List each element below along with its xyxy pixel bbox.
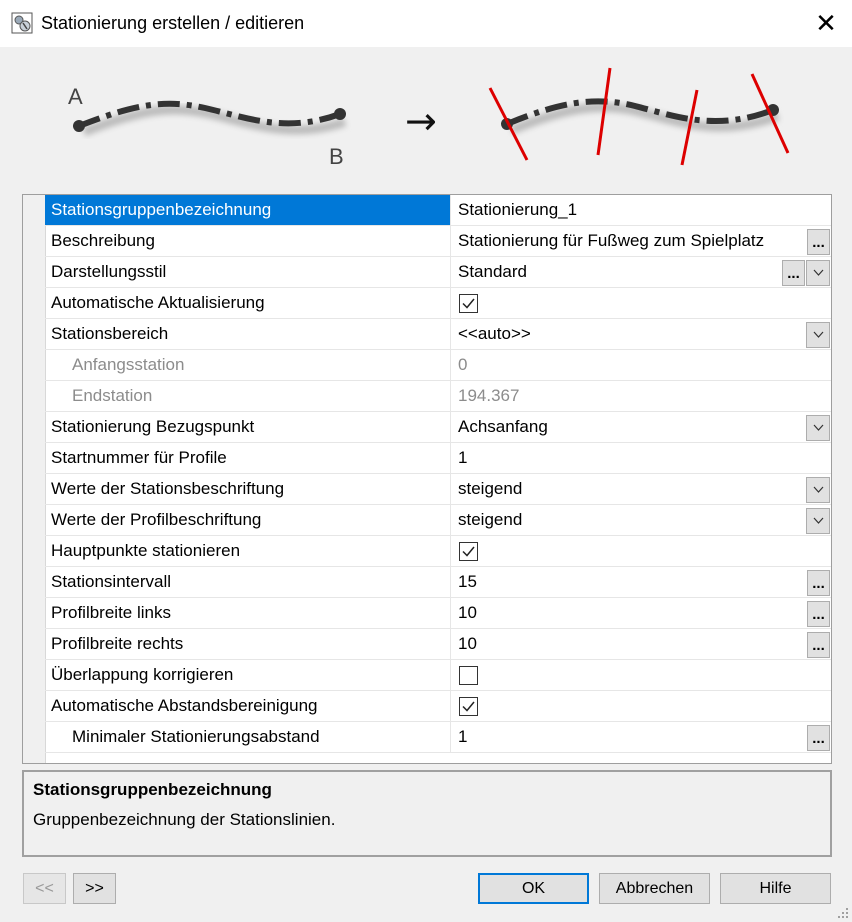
property-row-profilbreite-links[interactable] [45,598,831,629]
property-value[interactable] [451,288,831,318]
property-row-werte-der-stationsbeschriftung[interactable] [45,474,831,505]
property-name[interactable]: Profilbreite links [45,598,451,628]
chevron-down-icon [813,486,824,494]
checkbox-unchecked[interactable] [459,666,478,685]
property-name[interactable]: Werte der Profilbeschriftung [45,505,451,535]
property-row-werte-der-profilbeschriftung[interactable] [45,505,831,536]
checkmark-icon [461,296,476,311]
checkmark-icon [461,544,476,559]
point-b-label: B [329,144,344,169]
property-name[interactable]: Stationsintervall [45,567,451,597]
description-panel [22,770,832,857]
next-button[interactable]: >> [73,873,116,904]
property-row-minimaler-stationierungsabstand[interactable] [45,722,831,753]
property-row-hauptpunkte-stationieren[interactable] [45,536,831,567]
dropdown-button[interactable] [806,260,830,286]
property-value[interactable]: Achsanfang [458,417,548,436]
chevron-down-icon [813,517,824,525]
checkbox-checked[interactable] [459,542,478,561]
property-row-darstellungsstil[interactable] [45,257,831,288]
help-button[interactable]: Hilfe [720,873,831,904]
property-value[interactable]: 1 [458,448,468,467]
checkmark-icon [461,699,476,714]
property-value[interactable]: <<auto>> [458,324,531,343]
dropdown-button[interactable] [806,415,830,441]
property-grid [22,194,832,764]
property-name[interactable]: Profilbreite rechts [45,629,451,659]
property-row-stationsintervall[interactable] [45,567,831,598]
property-row-profilbreite-rechts[interactable] [45,629,831,660]
ellipsis-button[interactable]: ... [807,725,830,751]
property-row-stationsbereich[interactable] [45,319,831,350]
app-icon [11,12,33,34]
property-name[interactable]: Werte der Stationsbeschriftung [45,474,451,504]
property-value[interactable]: 10 [458,634,477,653]
grid-margin [23,195,46,763]
property-row-automatische-abstandsbereinigung[interactable] [45,691,831,722]
property-name[interactable]: Darstellungsstil [45,257,451,287]
property-value[interactable] [451,536,831,566]
close-button[interactable] [800,0,852,47]
ellipsis-button[interactable]: ... [807,632,830,658]
description-text: Gruppenbezeichnung der Stationslinien. [33,810,336,829]
property-row-endstation [45,381,831,412]
arrow-icon: → [405,99,437,143]
property-value[interactable]: steigend [458,479,523,498]
dropdown-button[interactable] [806,322,830,348]
property-name[interactable]: Überlappung korrigieren [45,660,451,690]
property-row-beschreibung[interactable] [45,226,831,257]
property-name[interactable]: Stationsgruppenbezeichnung [45,195,451,225]
resize-grip-icon[interactable] [836,906,850,920]
property-name[interactable]: Stationsbereich [45,319,451,349]
property-name[interactable]: Automatische Aktualisierung [45,288,451,318]
chevron-down-icon [813,424,824,432]
property-name: Anfangsstation [45,350,451,380]
chevron-down-icon [813,269,824,277]
title-bar [0,0,852,47]
property-row-startnummer-fuer-profile[interactable] [45,443,831,474]
ok-button[interactable]: OK [478,873,589,904]
property-name[interactable]: Startnummer für Profile [45,443,451,473]
chevron-down-icon [813,331,824,339]
previous-button[interactable]: << [23,873,66,904]
checkbox-checked[interactable] [459,697,478,716]
property-name: Endstation [45,381,451,411]
close-icon: ✕ [815,8,837,38]
stationing-illustration [0,47,852,195]
property-row-anfangsstation [45,350,831,381]
checkbox-checked[interactable] [459,294,478,313]
property-row-ueberlappung-korrigieren[interactable] [45,660,831,691]
ellipsis-button[interactable]: ... [807,570,830,596]
property-row-automatische-aktualisierung[interactable] [45,288,831,319]
property-value[interactable]: Stationierung_1 [458,200,578,219]
property-value[interactable]: Stationierung für Fußweg zum Spielplatz [458,231,765,250]
property-row-stationierung-bezugspunkt[interactable] [45,412,831,443]
cancel-button[interactable]: Abbrechen [599,873,710,904]
property-value[interactable]: Standard [458,262,527,281]
property-name[interactable]: Automatische Abstandsbereinigung [45,691,451,721]
property-value[interactable]: steigend [458,510,523,529]
property-name[interactable]: Hauptpunkte stationieren [45,536,451,566]
window-title: Stationierung erstellen / editieren [41,13,305,33]
property-row-stationsgruppenbezeichnung[interactable] [45,195,831,226]
dropdown-button[interactable] [806,508,830,534]
property-name[interactable]: Beschreibung [45,226,451,256]
description-title: Stationsgruppenbezeichnung [33,780,272,799]
property-value[interactable] [451,691,831,721]
property-name[interactable]: Minimaler Stationierungsabstand [45,722,451,752]
property-value[interactable]: 15 [458,572,477,591]
dropdown-button[interactable] [806,477,830,503]
property-value[interactable] [451,660,831,690]
property-value[interactable]: 1 [458,727,468,746]
property-value: 194.367 [458,386,520,405]
property-value: 0 [458,355,468,374]
property-value[interactable]: 10 [458,603,477,622]
ellipsis-button[interactable]: ... [807,601,830,627]
point-a-label: A [68,84,83,109]
ellipsis-button[interactable]: ... [807,229,830,255]
ellipsis-button[interactable]: ... [782,260,805,286]
property-name[interactable]: Stationierung Bezugspunkt [45,412,451,442]
